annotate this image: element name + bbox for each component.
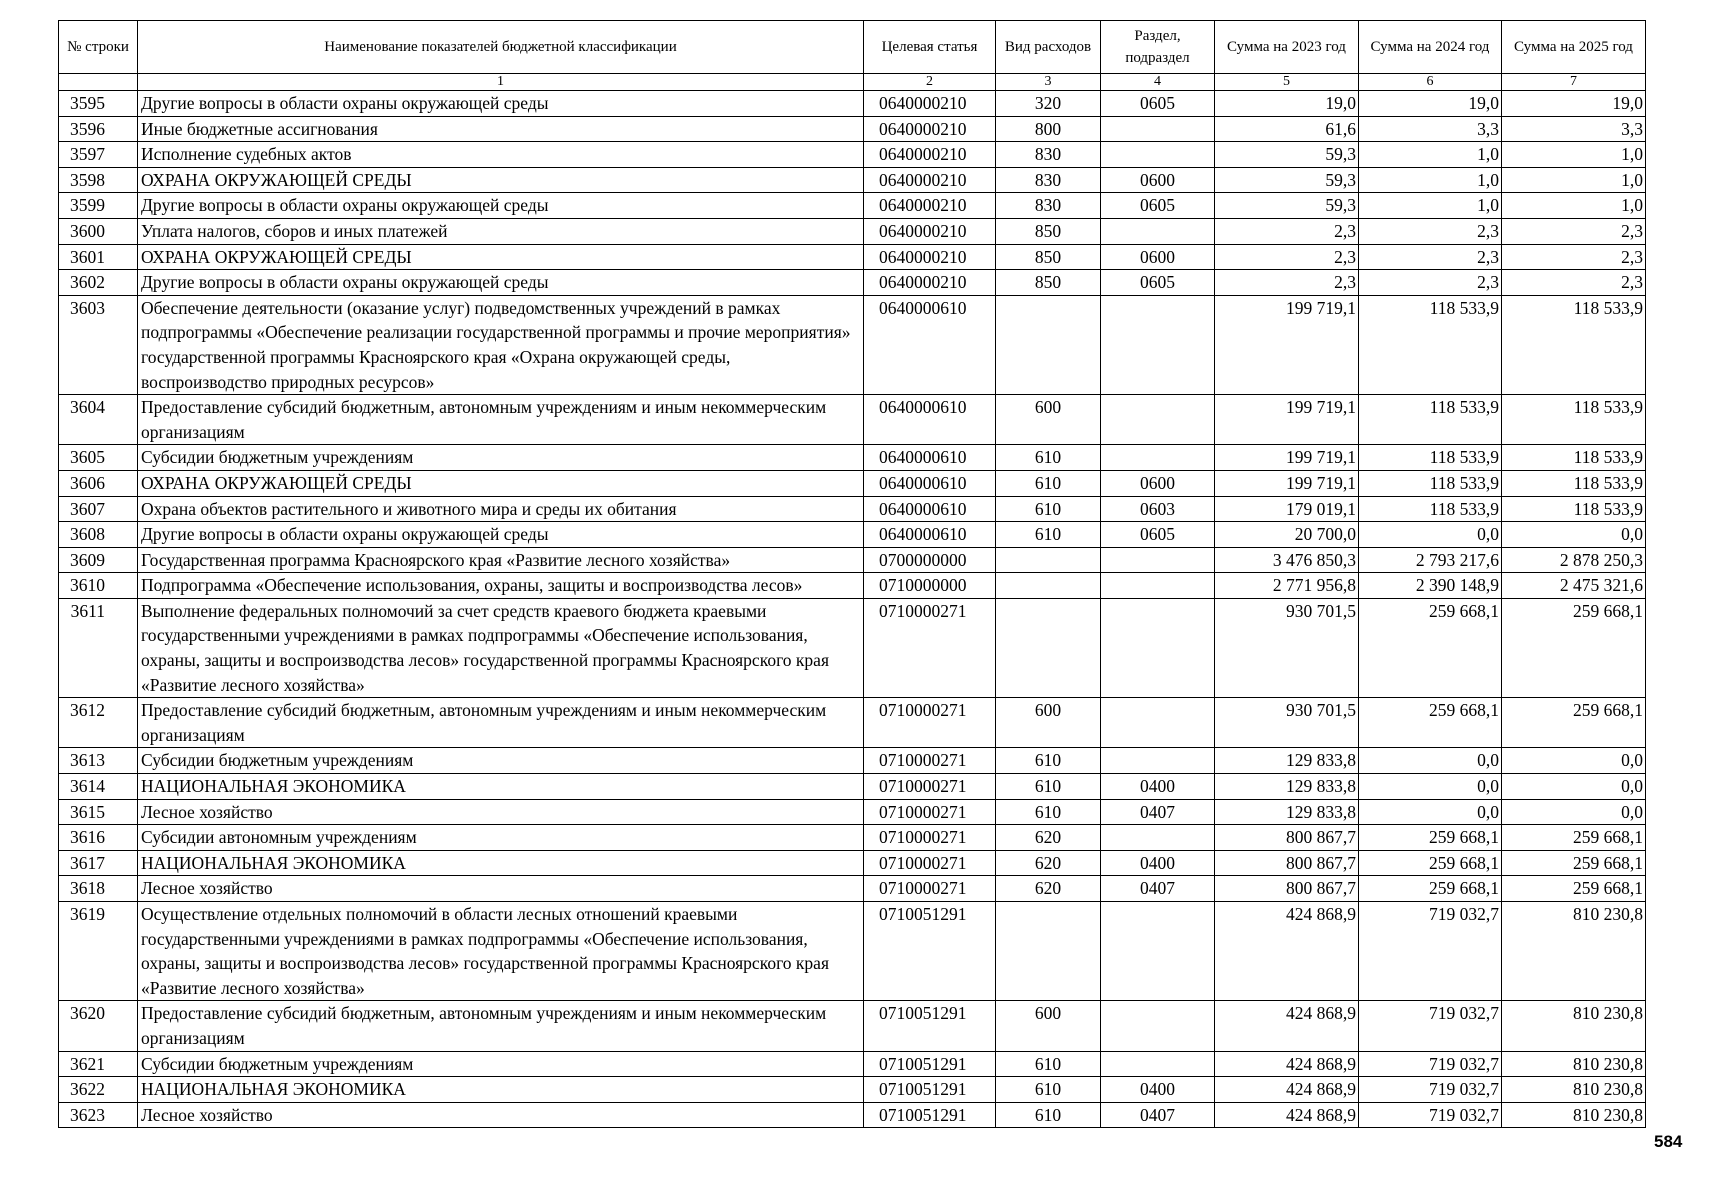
target-article-cell: 0640000610	[864, 295, 996, 394]
row-number-cell: 3603	[59, 295, 138, 394]
indicator-name-cell: ОХРАНА ОКРУЖАЮЩЕЙ СРЕДЫ	[138, 470, 864, 496]
table-body	[59, 91, 1646, 1128]
sum-2023-cell: 2,3	[1215, 218, 1359, 244]
column-number: 6	[1359, 74, 1502, 91]
row-number-cell: 3611	[59, 598, 138, 697]
header-row	[59, 21, 1646, 74]
indicator-name-cell: Другие вопросы в области охраны окружающей среды	[138, 91, 864, 117]
expense-kind-cell: 610	[996, 496, 1101, 522]
column-number: 3	[996, 74, 1101, 91]
row-number-cell: 3621	[59, 1051, 138, 1077]
section-cell: 0407	[1101, 876, 1215, 902]
expense-kind-cell: 600	[996, 1001, 1101, 1051]
indicator-name-cell: ОХРАНА ОКРУЖАЮЩЕЙ СРЕДЫ	[138, 244, 864, 270]
expense-kind-cell: 610	[996, 445, 1101, 471]
section-cell	[1101, 748, 1215, 774]
sum-2023-cell: 59,3	[1215, 142, 1359, 168]
table-row	[59, 1077, 1646, 1103]
section-cell	[1101, 1001, 1215, 1051]
indicator-name-cell: НАЦИОНАЛЬНАЯ ЭКОНОМИКА	[138, 1077, 864, 1103]
sum-2024-cell: 1,0	[1359, 193, 1502, 219]
target-article-cell: 0710051291	[864, 1001, 996, 1051]
table-header	[59, 21, 1646, 91]
sum-2025-cell: 19,0	[1502, 91, 1646, 117]
sum-2023-cell: 424 868,9	[1215, 1077, 1359, 1103]
indicator-name-cell: Субсидии бюджетным учреждениям	[138, 1051, 864, 1077]
sum-2025-cell: 810 230,8	[1502, 902, 1646, 1001]
table-row	[59, 748, 1646, 774]
column-number: 4	[1101, 74, 1215, 91]
target-article-cell: 0640000210	[864, 167, 996, 193]
sum-2025-cell: 2,3	[1502, 244, 1646, 270]
sum-2025-cell: 259 668,1	[1502, 850, 1646, 876]
sum-2023-cell: 19,0	[1215, 91, 1359, 117]
row-number-cell: 3596	[59, 116, 138, 142]
sum-2024-cell: 719 032,7	[1359, 1051, 1502, 1077]
expense-kind-cell: 600	[996, 698, 1101, 748]
table-row	[59, 799, 1646, 825]
expense-kind-cell: 610	[996, 522, 1101, 548]
table-row	[59, 522, 1646, 548]
table-row	[59, 1051, 1646, 1077]
row-number-cell: 3599	[59, 193, 138, 219]
sum-2024-cell: 2,3	[1359, 244, 1502, 270]
row-number-cell: 3614	[59, 774, 138, 800]
header-section: Раздел, подраздел	[1101, 21, 1215, 74]
indicator-name-cell: Подпрограмма «Обеспечение использования, охраны, защиты и воспроизводства лесов»	[138, 573, 864, 599]
sum-2025-cell: 1,0	[1502, 167, 1646, 193]
expense-kind-cell	[996, 295, 1101, 394]
header-target-article: Целевая статья	[864, 21, 996, 74]
expense-kind-cell: 830	[996, 142, 1101, 168]
indicator-name-cell: Лесное хозяйство	[138, 1102, 864, 1128]
expense-kind-cell: 830	[996, 167, 1101, 193]
sum-2024-cell: 259 668,1	[1359, 825, 1502, 851]
budget-table	[58, 20, 1646, 1128]
indicator-name-cell: НАЦИОНАЛЬНАЯ ЭКОНОМИКА	[138, 774, 864, 800]
header-sum-2025: Сумма на 2025 год	[1502, 21, 1646, 74]
row-number-cell: 3607	[59, 496, 138, 522]
expense-kind-cell: 620	[996, 876, 1101, 902]
column-number: 7	[1502, 74, 1646, 91]
table-row	[59, 244, 1646, 270]
sum-2025-cell: 118 533,9	[1502, 496, 1646, 522]
sum-2025-cell: 118 533,9	[1502, 470, 1646, 496]
section-cell	[1101, 573, 1215, 599]
sum-2025-cell: 0,0	[1502, 774, 1646, 800]
sum-2023-cell: 424 868,9	[1215, 902, 1359, 1001]
expense-kind-cell: 850	[996, 244, 1101, 270]
row-number-cell: 3606	[59, 470, 138, 496]
row-number-cell: 3619	[59, 902, 138, 1001]
section-cell	[1101, 142, 1215, 168]
table-row	[59, 270, 1646, 296]
target-article-cell: 0640000210	[864, 91, 996, 117]
indicator-name-cell: ОХРАНА ОКРУЖАЮЩЕЙ СРЕДЫ	[138, 167, 864, 193]
sum-2023-cell: 59,3	[1215, 193, 1359, 219]
sum-2025-cell: 2 878 250,3	[1502, 547, 1646, 573]
expense-kind-cell: 610	[996, 799, 1101, 825]
sum-2024-cell: 259 668,1	[1359, 876, 1502, 902]
indicator-name-cell: Охрана объектов растительного и животного мира и среды их обитания	[138, 496, 864, 522]
sum-2024-cell: 2,3	[1359, 270, 1502, 296]
sum-2024-cell: 2,3	[1359, 218, 1502, 244]
target-article-cell: 0640000210	[864, 193, 996, 219]
row-number-cell: 3600	[59, 218, 138, 244]
section-cell	[1101, 218, 1215, 244]
expense-kind-cell: 610	[996, 1051, 1101, 1077]
section-cell	[1101, 395, 1215, 445]
sum-2025-cell: 2,3	[1502, 218, 1646, 244]
section-cell: 0400	[1101, 850, 1215, 876]
indicator-name-cell: Субсидии бюджетным учреждениям	[138, 445, 864, 471]
row-number-cell: 3613	[59, 748, 138, 774]
sum-2024-cell: 19,0	[1359, 91, 1502, 117]
target-article-cell: 0710000271	[864, 774, 996, 800]
target-article-cell: 0640000210	[864, 270, 996, 296]
indicator-name-cell: Субсидии бюджетным учреждениям	[138, 748, 864, 774]
section-cell	[1101, 547, 1215, 573]
target-article-cell: 0640000210	[864, 218, 996, 244]
target-article-cell: 0640000610	[864, 470, 996, 496]
sum-2025-cell: 2 475 321,6	[1502, 573, 1646, 599]
table-row	[59, 116, 1646, 142]
indicator-name-cell: Предоставление субсидий бюджетным, автономным учреждениям и иным некоммерческим организациям	[138, 395, 864, 445]
target-article-cell: 0710000271	[864, 799, 996, 825]
sum-2023-cell: 199 719,1	[1215, 295, 1359, 394]
table-row	[59, 698, 1646, 748]
table-row	[59, 902, 1646, 1001]
row-number-cell: 3620	[59, 1001, 138, 1051]
sum-2023-cell: 2 771 956,8	[1215, 573, 1359, 599]
expense-kind-cell	[996, 902, 1101, 1001]
sum-2025-cell: 810 230,8	[1502, 1077, 1646, 1103]
table-row	[59, 496, 1646, 522]
sum-2023-cell: 59,3	[1215, 167, 1359, 193]
indicator-name-cell: Государственная программа Красноярского края «Развитие лесного хозяйства»	[138, 547, 864, 573]
column-number-row	[59, 74, 1646, 91]
table-row	[59, 395, 1646, 445]
row-number-cell: 3615	[59, 799, 138, 825]
sum-2025-cell: 0,0	[1502, 799, 1646, 825]
row-number-cell: 3623	[59, 1102, 138, 1128]
expense-kind-cell: 800	[996, 116, 1101, 142]
sum-2024-cell: 719 032,7	[1359, 1001, 1502, 1051]
indicator-name-cell: Осуществление отдельных полномочий в области лесных отношений краевыми государственными учреждениями в рамках подпрограммы «Обеспечение использования, охраны, защиты и воспроизводства лесов» государственной программы Красноярского края «Развитие лесного хозяйства»	[138, 902, 864, 1001]
sum-2024-cell: 259 668,1	[1359, 850, 1502, 876]
target-article-cell: 0640000210	[864, 244, 996, 270]
table-row	[59, 295, 1646, 394]
indicator-name-cell: Предоставление субсидий бюджетным, автономным учреждениям и иным некоммерческим организациям	[138, 698, 864, 748]
section-cell	[1101, 295, 1215, 394]
section-cell	[1101, 1051, 1215, 1077]
sum-2023-cell: 800 867,7	[1215, 850, 1359, 876]
target-article-cell: 0640000210	[864, 142, 996, 168]
table-row	[59, 850, 1646, 876]
row-number-cell: 3617	[59, 850, 138, 876]
indicator-name-cell: Другие вопросы в области охраны окружающей среды	[138, 522, 864, 548]
indicator-name-cell: Другие вопросы в области охраны окружающей среды	[138, 193, 864, 219]
row-number-cell: 3595	[59, 91, 138, 117]
target-article-cell: 0710000000	[864, 573, 996, 599]
row-number-cell: 3604	[59, 395, 138, 445]
header-indicator-name: Наименование показателей бюджетной классификации	[138, 21, 864, 74]
sum-2024-cell: 0,0	[1359, 774, 1502, 800]
sum-2023-cell: 199 719,1	[1215, 395, 1359, 445]
indicator-name-cell: Лесное хозяйство	[138, 799, 864, 825]
sum-2024-cell: 259 668,1	[1359, 598, 1502, 697]
table-row	[59, 193, 1646, 219]
indicator-name-cell: Субсидии автономным учреждениям	[138, 825, 864, 851]
column-number	[59, 74, 138, 91]
table-row	[59, 1102, 1646, 1128]
target-article-cell: 0640000610	[864, 496, 996, 522]
section-cell: 0605	[1101, 522, 1215, 548]
table-row	[59, 470, 1646, 496]
indicator-name-cell: Исполнение судебных актов	[138, 142, 864, 168]
expense-kind-cell: 620	[996, 850, 1101, 876]
expense-kind-cell	[996, 547, 1101, 573]
row-number-cell: 3608	[59, 522, 138, 548]
indicator-name-cell: Выполнение федеральных полномочий за счет средств краевого бюджета краевыми государственными учреждениями в рамках подпрограммы «Обеспечение использования, охраны, защиты и воспроизводства лесов» государственной программы Красноярского края «Развитие лесного хозяйства»	[138, 598, 864, 697]
table-row	[59, 1001, 1646, 1051]
row-number-cell: 3602	[59, 270, 138, 296]
sum-2025-cell: 118 533,9	[1502, 395, 1646, 445]
target-article-cell: 0700000000	[864, 547, 996, 573]
table-row	[59, 825, 1646, 851]
target-article-cell: 0710000271	[864, 598, 996, 697]
column-number: 2	[864, 74, 996, 91]
target-article-cell: 0640000210	[864, 116, 996, 142]
sum-2025-cell: 2,3	[1502, 270, 1646, 296]
sum-2025-cell: 1,0	[1502, 193, 1646, 219]
section-cell	[1101, 825, 1215, 851]
expense-kind-cell: 610	[996, 1102, 1101, 1128]
expense-kind-cell: 600	[996, 395, 1101, 445]
table-row	[59, 91, 1646, 117]
sum-2023-cell: 129 833,8	[1215, 748, 1359, 774]
section-cell	[1101, 445, 1215, 471]
table-row	[59, 547, 1646, 573]
target-article-cell: 0640000610	[864, 522, 996, 548]
indicator-name-cell: Предоставление субсидий бюджетным, автономным учреждениям и иным некоммерческим организациям	[138, 1001, 864, 1051]
row-number-cell: 3616	[59, 825, 138, 851]
target-article-cell: 0710000271	[864, 850, 996, 876]
sum-2025-cell: 0,0	[1502, 522, 1646, 548]
row-number-cell: 3601	[59, 244, 138, 270]
sum-2023-cell: 930 701,5	[1215, 698, 1359, 748]
header-sum-2023: Сумма на 2023 год	[1215, 21, 1359, 74]
sum-2023-cell: 800 867,7	[1215, 876, 1359, 902]
header-expense-kind: Вид расходов	[996, 21, 1101, 74]
section-cell: 0407	[1101, 799, 1215, 825]
expense-kind-cell	[996, 598, 1101, 697]
target-article-cell: 0640000610	[864, 445, 996, 471]
table-row	[59, 142, 1646, 168]
sum-2023-cell: 424 868,9	[1215, 1001, 1359, 1051]
sum-2023-cell: 129 833,8	[1215, 799, 1359, 825]
sum-2024-cell: 1,0	[1359, 167, 1502, 193]
sum-2025-cell: 810 230,8	[1502, 1102, 1646, 1128]
sum-2025-cell: 1,0	[1502, 142, 1646, 168]
section-cell	[1101, 902, 1215, 1001]
table-row	[59, 218, 1646, 244]
table-row	[59, 876, 1646, 902]
target-article-cell: 0710051291	[864, 1102, 996, 1128]
column-number: 1	[138, 74, 864, 91]
sum-2025-cell: 259 668,1	[1502, 698, 1646, 748]
sum-2023-cell: 129 833,8	[1215, 774, 1359, 800]
expense-kind-cell: 320	[996, 91, 1101, 117]
sum-2023-cell: 179 019,1	[1215, 496, 1359, 522]
row-number-cell: 3618	[59, 876, 138, 902]
row-number-cell: 3609	[59, 547, 138, 573]
sum-2024-cell: 719 032,7	[1359, 1102, 1502, 1128]
sum-2024-cell: 118 533,9	[1359, 395, 1502, 445]
sum-2025-cell: 0,0	[1502, 748, 1646, 774]
sum-2024-cell: 1,0	[1359, 142, 1502, 168]
indicator-name-cell: НАЦИОНАЛЬНАЯ ЭКОНОМИКА	[138, 850, 864, 876]
expense-kind-cell: 620	[996, 825, 1101, 851]
sum-2023-cell: 199 719,1	[1215, 470, 1359, 496]
section-cell: 0603	[1101, 496, 1215, 522]
target-article-cell: 0710000271	[864, 698, 996, 748]
sum-2023-cell: 20 700,0	[1215, 522, 1359, 548]
target-article-cell: 0710051291	[864, 1077, 996, 1103]
section-cell: 0605	[1101, 91, 1215, 117]
section-cell	[1101, 698, 1215, 748]
row-number-cell: 3612	[59, 698, 138, 748]
table-row	[59, 167, 1646, 193]
section-cell	[1101, 598, 1215, 697]
indicator-name-cell: Другие вопросы в области охраны окружающей среды	[138, 270, 864, 296]
sum-2023-cell: 2,3	[1215, 244, 1359, 270]
table-row	[59, 573, 1646, 599]
table-row	[59, 445, 1646, 471]
sum-2024-cell: 0,0	[1359, 799, 1502, 825]
sum-2025-cell: 259 668,1	[1502, 598, 1646, 697]
table-row	[59, 598, 1646, 697]
sum-2024-cell: 0,0	[1359, 748, 1502, 774]
expense-kind-cell	[996, 573, 1101, 599]
row-number-cell: 3597	[59, 142, 138, 168]
row-number-cell: 3622	[59, 1077, 138, 1103]
row-number-cell: 3605	[59, 445, 138, 471]
sum-2024-cell: 2 390 148,9	[1359, 573, 1502, 599]
sum-2023-cell: 199 719,1	[1215, 445, 1359, 471]
sum-2023-cell: 3 476 850,3	[1215, 547, 1359, 573]
expense-kind-cell: 610	[996, 748, 1101, 774]
indicator-name-cell: Иные бюджетные ассигнования	[138, 116, 864, 142]
sum-2024-cell: 3,3	[1359, 116, 1502, 142]
sum-2025-cell: 118 533,9	[1502, 445, 1646, 471]
indicator-name-cell: Обеспечение деятельности (оказание услуг) подведомственных учреждений в рамках подпрограммы «Обеспечение реализации государственной программы и прочие мероприятия» государственной программы Красноярского края «Охрана окружающей среды, воспроизводство природных ресурсов»	[138, 295, 864, 394]
sum-2023-cell: 424 868,9	[1215, 1051, 1359, 1077]
table-row	[59, 774, 1646, 800]
sum-2025-cell: 3,3	[1502, 116, 1646, 142]
sum-2025-cell: 810 230,8	[1502, 1051, 1646, 1077]
sum-2025-cell: 259 668,1	[1502, 825, 1646, 851]
header-sum-2024: Сумма на 2024 год	[1359, 21, 1502, 74]
sum-2023-cell: 2,3	[1215, 270, 1359, 296]
sum-2023-cell: 61,6	[1215, 116, 1359, 142]
section-cell	[1101, 116, 1215, 142]
expense-kind-cell: 850	[996, 218, 1101, 244]
sum-2023-cell: 424 868,9	[1215, 1102, 1359, 1128]
indicator-name-cell: Уплата налогов, сборов и иных платежей	[138, 218, 864, 244]
expense-kind-cell: 610	[996, 774, 1101, 800]
sum-2024-cell: 719 032,7	[1359, 902, 1502, 1001]
column-number: 5	[1215, 74, 1359, 91]
sum-2023-cell: 930 701,5	[1215, 598, 1359, 697]
sum-2024-cell: 719 032,7	[1359, 1077, 1502, 1103]
section-cell: 0600	[1101, 167, 1215, 193]
section-cell: 0400	[1101, 1077, 1215, 1103]
target-article-cell: 0710000271	[864, 748, 996, 774]
section-cell: 0400	[1101, 774, 1215, 800]
sum-2024-cell: 2 793 217,6	[1359, 547, 1502, 573]
sum-2024-cell: 259 668,1	[1359, 698, 1502, 748]
sum-2023-cell: 800 867,7	[1215, 825, 1359, 851]
target-article-cell: 0710051291	[864, 902, 996, 1001]
expense-kind-cell: 610	[996, 1077, 1101, 1103]
section-cell: 0600	[1101, 244, 1215, 270]
indicator-name-cell: Лесное хозяйство	[138, 876, 864, 902]
expense-kind-cell: 850	[996, 270, 1101, 296]
section-cell: 0407	[1101, 1102, 1215, 1128]
sum-2024-cell: 118 533,9	[1359, 295, 1502, 394]
target-article-cell: 0710000271	[864, 876, 996, 902]
target-article-cell: 0710000271	[864, 825, 996, 851]
sum-2025-cell: 259 668,1	[1502, 876, 1646, 902]
row-number-cell: 3598	[59, 167, 138, 193]
sum-2024-cell: 0,0	[1359, 522, 1502, 548]
section-cell: 0600	[1101, 470, 1215, 496]
expense-kind-cell: 610	[996, 470, 1101, 496]
section-cell: 0605	[1101, 270, 1215, 296]
target-article-cell: 0710051291	[864, 1051, 996, 1077]
target-article-cell: 0640000610	[864, 395, 996, 445]
sum-2025-cell: 810 230,8	[1502, 1001, 1646, 1051]
section-cell: 0605	[1101, 193, 1215, 219]
page-number: 584	[1654, 1132, 1683, 1151]
header-row-number: № строки	[59, 21, 138, 74]
sum-2025-cell: 118 533,9	[1502, 295, 1646, 394]
sum-2024-cell: 118 533,9	[1359, 445, 1502, 471]
sum-2024-cell: 118 533,9	[1359, 496, 1502, 522]
row-number-cell: 3610	[59, 573, 138, 599]
sum-2024-cell: 118 533,9	[1359, 470, 1502, 496]
expense-kind-cell: 830	[996, 193, 1101, 219]
